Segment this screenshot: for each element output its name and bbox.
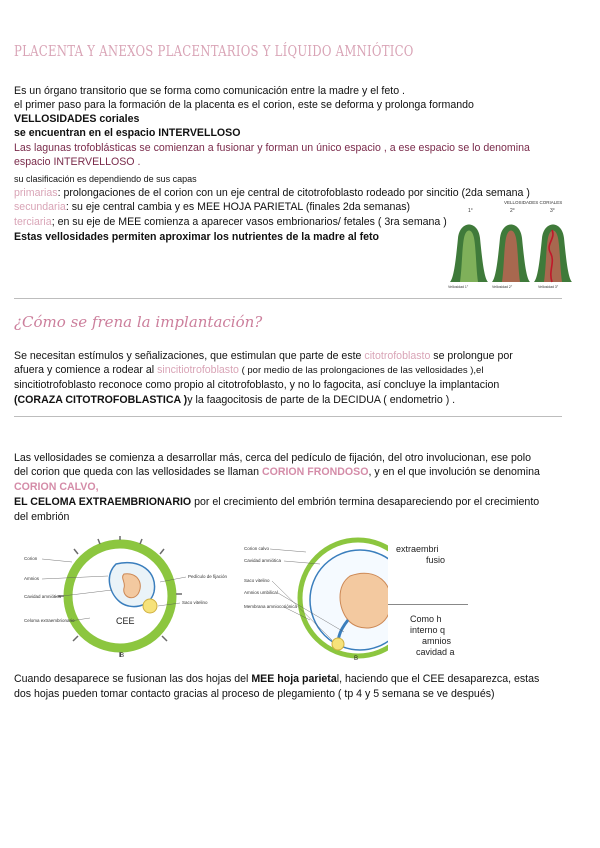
corion-line-1: Las vellosidades se comienza a desarrollar más, cerca del pedículo de fijación, del otro involucionan, ese polo (14, 452, 532, 464)
label-corion-calvo: Corion calvo (244, 546, 270, 551)
villi-tertiary-label: terciaria (14, 216, 52, 228)
cropped-note (388, 538, 468, 660)
implantation-line-3: sincitiotrofoblasto reconoce como propio al citotrofoblasto, y no lo fagocita, así concluye la implantacion (14, 379, 500, 391)
note-bottom-line-3: amnios (422, 636, 452, 646)
intro-line-3: VELLOSIDADES coriales (14, 113, 140, 125)
note-top-line-2: fusio (426, 555, 446, 565)
note-top (396, 544, 445, 566)
note-bottom (410, 614, 455, 658)
final-line-1c: l, haciendo que el CEE desaparezca, estas (336, 673, 540, 685)
note-bottom-line-2: interno q (410, 625, 446, 635)
label-membrana: Membrana amniocoriónica (244, 604, 298, 609)
villi-label-3: 3° (550, 208, 555, 214)
label-celoma: Celoma extraembrionario (24, 618, 75, 623)
implantation-line-2c: ( por medio de las prolongaciones de las vellosidades ),el (238, 365, 484, 376)
villi-figure (444, 198, 584, 290)
intro-line-1: Es un órgano transitorio que se forma como comunicación entre la madre y el feto . (14, 85, 405, 97)
villi-caption-3: Vellosidad 3° (538, 285, 559, 289)
villi-figure-heading: VELLOSIDADES CORIALES (504, 200, 563, 205)
implantation-line-4 (14, 393, 455, 407)
label-amnios-umbilical: Amnios umbilical (244, 590, 278, 595)
implantation-line-2a: afuera y comience a rodear al (14, 364, 158, 376)
implantation-line-1 (14, 349, 513, 363)
villi-caption-2: Vellosidad 2° (492, 285, 513, 289)
cee-label: CEE (116, 616, 135, 626)
villi-secondary (14, 200, 410, 214)
corion-line-2 (14, 465, 540, 479)
label-amnios: Amnios (24, 576, 40, 581)
label-cavidad-amniotica-right: Cavidad amniótica (244, 558, 282, 563)
corion-frondoso: CORION FRONDOSO (261, 466, 369, 478)
yolk-sac-right (332, 638, 344, 650)
divider-1 (14, 298, 562, 299)
note-divider (388, 604, 468, 605)
villi-secondary-label: secundaria (14, 201, 66, 213)
implantation-line-4b: y la faagocitosis de parte de la DECIDUA ( endometrio ) . (187, 394, 456, 406)
villi-secondary-text: : su eje central cambia y es MEE HOJA PARIETAL (finales 2da semanas) (65, 201, 411, 213)
intro-line-4: se encuentran en el espacio INTERVELLOSO (14, 127, 241, 139)
implantation-line-1c: se prolongue por (430, 350, 513, 362)
note-bottom-line-1: Como h (410, 614, 442, 624)
figure-embryo-left (20, 536, 228, 660)
corion-calvo: CORION CALVO, (14, 481, 99, 493)
label-saco-vitelino: Saco vitelino (182, 600, 208, 605)
intro-line-6: espacio INTERVELLOSO . (14, 156, 141, 168)
corion-line-4b: por el crecimiento del embrión termina desapareciendo por el crecimiento (191, 496, 540, 508)
implantation-line-4a: (CORAZA CITOTROFOBLASTICA ) (14, 394, 188, 406)
yolk-sac (143, 599, 157, 613)
corion-line-4 (14, 495, 539, 509)
label-cavidad-amniotica: Cavidad amniótica (24, 594, 62, 599)
final-line-1 (14, 672, 539, 686)
villi-caption-1: Vellosidad 1° (448, 285, 469, 289)
final-line-1a: Cuando desaparece se fusionan las dos hojas del (14, 673, 252, 685)
intro-last-line: Estas vellosidades permiten aproximar los nutrientes de la madre al feto (14, 231, 380, 243)
mee-hoja-parietal: MEE hoja parieta (251, 673, 337, 685)
figure-left-letter: B (120, 653, 125, 659)
villi-primary-label: primarias (14, 187, 58, 199)
label-pediculo: Pedículo de fijación (188, 574, 228, 579)
villi-tertiary-text: ; en su eje de MEE comienza a aparecer vasos embrionarios/ fetales ( 3ra semana ) (51, 216, 447, 228)
label-saco-vitelino-right: Saco vitelino (244, 578, 270, 583)
villi-label-1: 1° (468, 208, 473, 214)
final-line-2: dos hojas pueden tomar contacto gracias al proceso de plegamiento ( tp 4 y 5 semana se ve después) (14, 688, 495, 700)
implantation-line-1a: Se necesitan estímulos y señalizaciones, que estimulan que parte de este (14, 350, 365, 362)
note-bottom-line-4: cavidad a (416, 647, 455, 657)
page-title: PLACENTA Y ANEXOS PLACENTARIOS Y LÍQUIDO AMNIÓTICO (14, 42, 414, 60)
corion-line-2a: del corion que queda con las vellosidades se llaman (14, 466, 262, 478)
divider-2 (14, 416, 562, 417)
corion-line-2c: , y en el que involución se denomina (368, 466, 540, 478)
celoma-extraembrionario: EL CELOMA EXTRAEMBRIONARIO (14, 496, 192, 508)
intro-line-7: su clasificación es dependiendo de sus capas (14, 174, 197, 184)
villi-tertiary (14, 215, 447, 229)
villi-label-2: 2° (510, 208, 515, 214)
section-heading-implantation: ¿Cómo se frena la implantación? (14, 313, 263, 331)
intro-line-5: Las lagunas trofoblásticas se comienzan a fusionar y forman un único espacio , a ese espacio se lo denomina (14, 142, 530, 154)
implantation-line-2b: sincitiotrofoblasto (157, 364, 239, 376)
label-corion: Corion (24, 556, 38, 561)
villi-primary-text: : prolongaciones de el corion con un eje central de citotrofoblasto rodeado por sincitio (2da semana ) (57, 187, 530, 199)
note-top-line-1: extraembri (396, 544, 439, 554)
figure-right-letter: B (354, 656, 359, 662)
implantation-line-2 (14, 363, 483, 378)
implantation-line-1b: citotrofoblasto (364, 350, 431, 362)
intro-line-2: el primer paso para la formación de la placenta es el corion, este se deforma y prolonga formando (14, 99, 474, 111)
corion-line-5: del embrión (14, 511, 70, 523)
